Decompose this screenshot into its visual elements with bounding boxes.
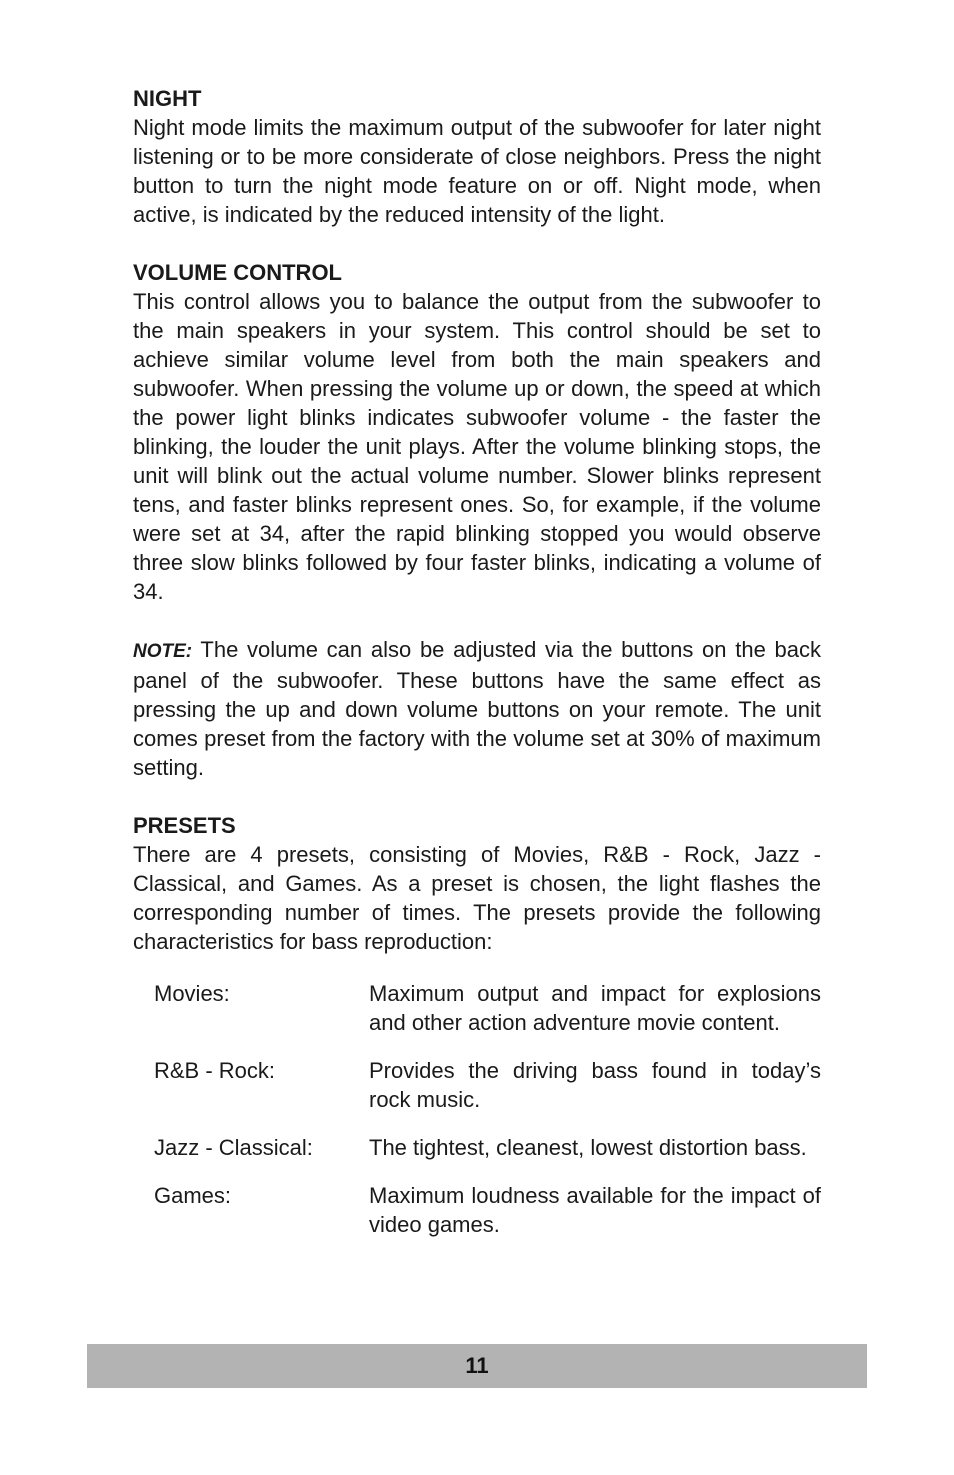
note-label: NOTE: [133,641,193,662]
note-paragraph [133,635,821,782]
preset-name: Games: [154,1183,232,1208]
presets-list [133,979,821,1239]
presets-heading: PRESETS [133,813,236,838]
page-content [133,84,821,1258]
preset-description: Maximum loudness available for the impact of video games. [369,1183,821,1237]
preset-item-movies [133,979,821,1037]
preset-item-jazz-classical [133,1133,821,1162]
preset-item-games [133,1181,821,1239]
volume-paragraph: This control allows you to balance the output from the subwoofer to the main speakers in your system. This control should be set to achieve similar volume level from both the main speakers and subwoofer. When pressing the volume up or down, the speed at which the power light blinks indicates subwoofer volume - the faster the blinking, the louder the unit plays. After the volume blinking stops, the unit will blink out the actual volume number. Slower blinks represent tens, and faster blinks represent ones. So, for example, if the volume were set at 34, after the rapid blinking stopped you would observe three slow blinks followed by four faster blinks, indicating a volume of 34. [133,289,821,604]
night-heading: NIGHT [133,86,202,111]
note-text: The volume can also be adjusted via the buttons on the back panel of the subwoofer. These buttons have the same effect as pressing the up and down volume buttons on your remote. The unit comes preset from the factory with the volume set at 30% of maximum setting. [133,637,821,780]
preset-name: R&B - Rock: [154,1058,276,1083]
page-footer-bar [87,1344,867,1388]
preset-name: Jazz - Classical: [154,1135,313,1160]
preset-description: Provides the driving bass found in today’s rock music. [369,1058,821,1112]
presets-paragraph: There are 4 presets, consisting of Movies, R&B - Rock, Jazz - Classical, and Games. As a preset is chosen, the light flashes the corresponding number of times. The presets provide the following characteristics for bass reproduction: [133,842,821,954]
preset-description: The tightest, cleanest, lowest distortion bass. [369,1135,807,1160]
preset-item-rnb-rock [133,1056,821,1114]
volume-heading: VOLUME CONTROL [133,260,342,285]
preset-description: Maximum output and impact for explosions and other action adventure movie content. [369,981,821,1035]
night-paragraph: Night mode limits the maximum output of the subwoofer for later night listening or to be more considerate of close neighbors. Press the night button to turn the night mode feature on or off. Night mode, when active, is indicated by the reduced intensity of the light. [133,115,821,227]
preset-name: Movies: [154,981,230,1006]
page-number: 11 [465,1353,489,1378]
